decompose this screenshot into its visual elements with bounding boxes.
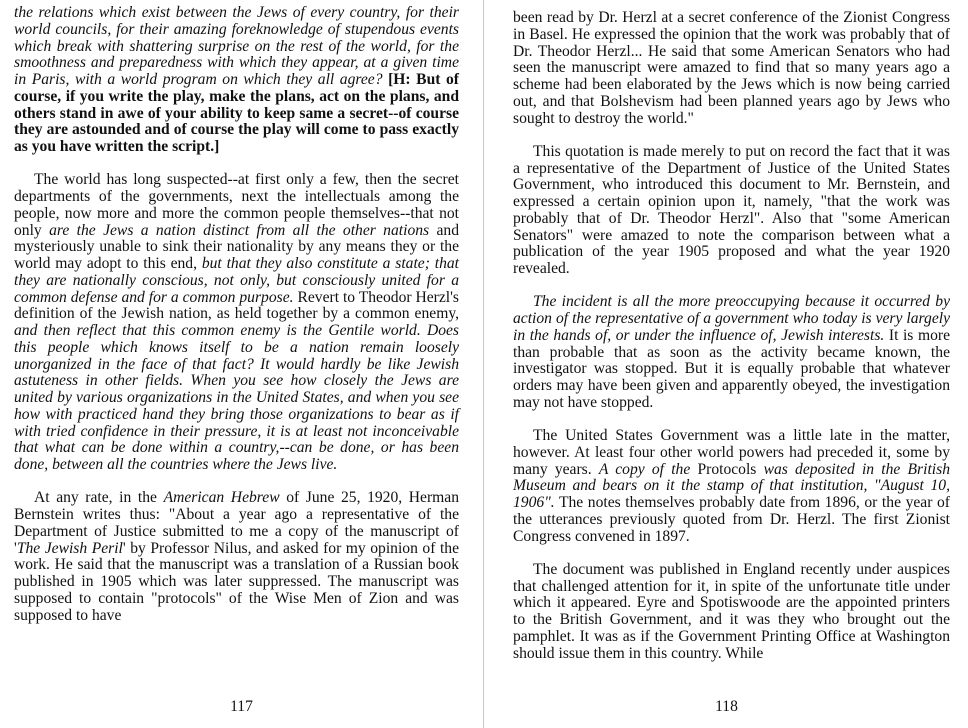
body-text: The notes themselves probably date from 1896, or the year of the utterances previously quoted from Dr. Herzl. The first Zionist Congress convened in 1897. — [513, 494, 950, 545]
right-paragraph-3 — [513, 294, 950, 411]
italic-text: American Hebrew — [163, 489, 280, 507]
body-text: been read by Dr. Herzl at a secret conference of the Zionist Congress in Basel. He expressed the opinion that the work was probably that of Dr. Theodor Herzl... He said that some American Senators who had seen the manuscript were amazed to find that so many years ago a scheme had been elaborated by the Jews which is now being carried out, and that Bolshevism had been planned years ago by Jews who sought to destroy the world." — [513, 9, 950, 127]
left-page — [0, 0, 483, 728]
body-text: The world has long suspected--at first only a few, then the secret departments of the governments, next the intellectuals among the people, now more and more the common people themselves--that not only — [14, 171, 459, 239]
page-gutter — [483, 0, 484, 728]
body-text: At any rate, in the — [34, 489, 164, 507]
left-paragraph-3 — [14, 490, 459, 624]
page-number-left: 117 — [230, 698, 253, 715]
left-paragraph-2 — [14, 172, 459, 474]
body-text: of June 25, 1920, Herman Bernstein writes thus: "About a year ago a representative of the Department of Justice submitted to me a copy of the manuscript of ' — [14, 489, 459, 557]
italic-text: and then reflect that this common enemy is the Gentile world. Does this people which knows itself to be a nation remain loosely unorganized in the face of that fact? It would hardly be like Jewish astuteness in other fields. When you see how closely the Jews are united by various organizations in the United States, and when you see how with practiced hand they bring those organizations to bear as if with tried confidence in their pressure, it is at least not inconceivable that what can be done within a country,--can be done, or has been done, between all the countries where the Jews live. — [14, 322, 459, 473]
body-text: Revert to Theodor Herzl's definition of the Jewish nation, as held together by a common enemy, — [14, 288, 459, 323]
italic-text: was deposited in the British Museum and bears on it the stamp of that institution, "August 10, 1906". — [513, 460, 950, 511]
body-text: Protocols — [690, 460, 764, 478]
bold-commentary: [H: But of course, if you write the play, make the plans, act on the plans, and others stand in awe of your ability to keep same a secret--of course they are astounded and of course the play will come to pass exactly as you have written the script.] — [14, 71, 459, 155]
right-paragraph-5 — [513, 562, 950, 663]
body-text: This quotation is made merely to put on record the fact that it was a representative of the Department of Justice of the United States Government, who introduced this document to Mr. Bernstein, and expressed a certain opinion upon it, namely, "that the work was probably that of Dr. Theodor Herzl". Also that "some American Senators" were amazed to note the comparison between what a publication of the year 1905 proposed and what the year 1920 revealed. — [513, 142, 950, 277]
page-number-right: 118 — [715, 698, 738, 715]
body-text: The United States Government was a little late in the matter, however. At least four other world powers had preceded it, some by many years. — [513, 427, 950, 478]
italic-text: the relations which exist between the Jews of every country, for their world councils, for their amazing foreknowledge of stupendous events which break with shattering surprise on the rest of the world, for the smoothness and preparedness with which they appear, at a given time in Paris, with a world program on which they all agree? — [14, 4, 459, 88]
right-paragraph-4 — [513, 428, 950, 545]
right-paragraph-2 — [513, 144, 950, 278]
body-text: and mysteriously unable to sink their nationality by any means they or the world may adopt to this end, — [14, 221, 459, 272]
italic-text: The Jewish Peril — [16, 539, 123, 557]
right-page — [485, 0, 968, 728]
italic-text: but that they also constitute a state; that they are nationally conscious, not only, but consciously united for a common defense and for a common purpose. — [14, 255, 459, 306]
italic-text: The incident is all the more preoccupying because it occurred by action of the representative of a government who today is very largely in the hands of, or under the influence of, Jewish interests. — [513, 293, 950, 344]
left-paragraph-1 — [14, 5, 459, 156]
body-text: The document was published in England recently under auspices that challenged attention for it, in spite of the unfortunate title under which it appeared. Eyre and Spotiswoode are the appointed printers to the British Government, and it was they who brought out the pamphlet. It was as if the Government Printing Office at Washington should issue them in this country. While — [513, 560, 950, 662]
italic-text: are the Jews a nation distinct from all the other nations — [49, 221, 430, 239]
body-text: ' by Professor Nilus, and asked for my opinion of the work. He said that the manuscript was a translation of a Russian book published in 1905 which was later suppressed. The manuscript was supposed to contain "protocols" of the Wise Men of Zion and was supposed to have — [14, 539, 459, 624]
italic-text: A copy of the — [598, 460, 691, 478]
body-text: It is more than probable that as soon as the activity became known, the investigator was stopped. But it is equally probable that whatever orders may have been given and apparently obeyed, the investigation may not have stopped. — [513, 326, 950, 411]
right-paragraph-1 — [513, 10, 950, 127]
